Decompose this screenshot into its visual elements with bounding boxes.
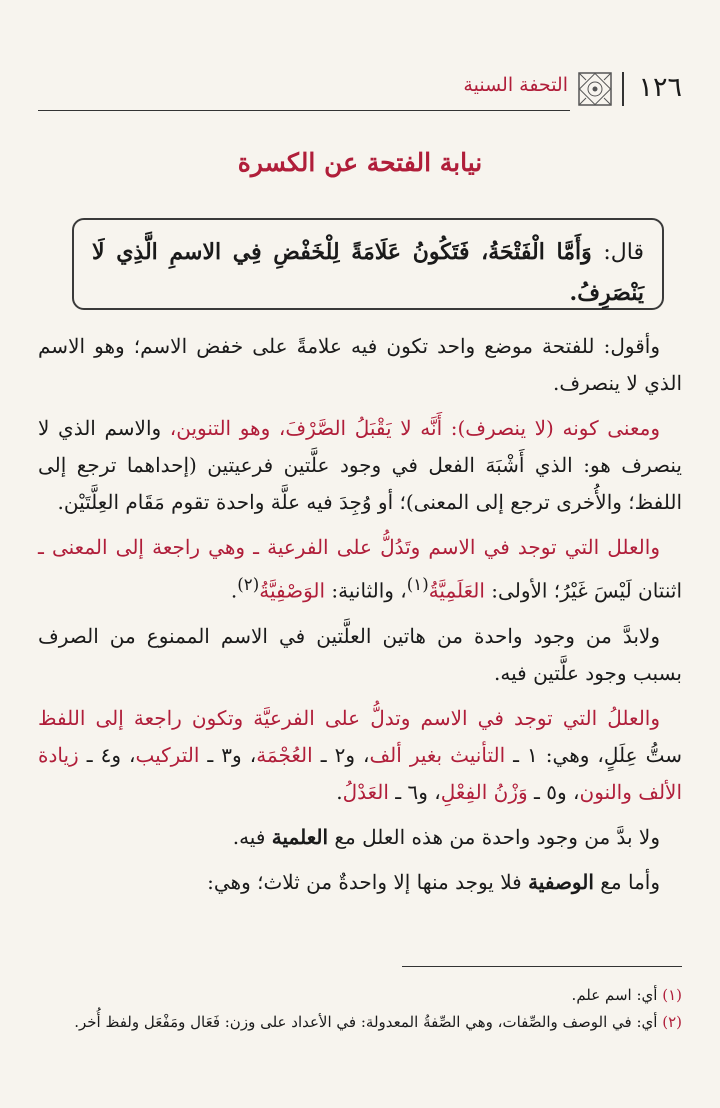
term-tarkib: التركيب	[135, 742, 200, 767]
footnote-ref-1[interactable]: (١)	[406, 575, 429, 594]
footnote-ref-2[interactable]: (٢)	[237, 575, 260, 594]
quote-label: قال:	[603, 240, 644, 265]
footnote-1-text: أي: اسم علم.	[571, 986, 658, 1004]
paragraph-4	[38, 618, 682, 692]
paragraph-3-highlight: والعلل التي توجد في الاسم وتَدُلُّ على الفرعية ـ وهي راجعة إلى المعنى ـ	[38, 535, 660, 559]
paragraph-5-text-a: ستُّ عِلَلٍ، وهي: ١ ـ	[505, 742, 683, 767]
term-wazn: وَزْنُ الفِعْلِ	[440, 779, 528, 804]
term-alamiyya: العَلَمِيَّةُ	[428, 578, 485, 603]
paragraph-3	[38, 529, 682, 610]
page-number: ١٢٦	[638, 72, 682, 103]
footnote-1	[38, 982, 682, 1009]
term-wasfiyya: الوَصْفِيَّةُ	[259, 578, 326, 603]
ornament-icon	[576, 70, 614, 108]
sep-2: ، و٣ ـ	[199, 742, 257, 767]
term-ziyada: زيادة الألف والنون	[38, 742, 682, 804]
paragraph-3-text-a: اثنتان لَيْسَ غَيْرُ؛ الأولى:	[484, 578, 682, 603]
footnotes	[38, 982, 682, 1036]
footnote-rule	[402, 966, 682, 967]
paragraph-3-text-b: ، والثانية:	[325, 578, 407, 603]
paragraph-4-text: ولابدَّ من وجود واحدة من هاتين العلَّتين في الاسم الممنوع من الصرف بسبب وجود علَّتين فيه.	[38, 623, 682, 685]
sep-1: ، و٢ ـ	[312, 742, 370, 767]
paragraph-1	[38, 328, 682, 402]
paragraph-1-text: وأقول: للفتحة موضع واحد تكون فيه علامةً على خفض الاسم؛ وهو الاسم الذي لا ينصرف.	[38, 334, 682, 395]
footnote-2-number: (٢)	[662, 1013, 682, 1031]
paragraph-6	[38, 819, 682, 856]
paragraph-5	[38, 700, 682, 811]
term-alamiyya-bold: العلمية	[271, 824, 329, 849]
term-wasfiyya-bold: الوصفية	[528, 869, 594, 894]
section-title: نيابة الفتحة عن الكسرة	[237, 148, 483, 177]
paragraph-2-highlight: ومعنى كونه (لا ينصرف): أَنَّه لا يَقْبَلُ الصَّرْفَ، وهو التنوين،	[169, 416, 660, 440]
paragraph-2	[38, 410, 682, 521]
body-text	[38, 328, 682, 909]
paragraph-5-end: .	[336, 779, 343, 804]
paragraph-6-text-a: ولا بدَّ من وجود واحدة من هذه العلل مع	[328, 824, 660, 849]
paragraph-6-text-b: فيه.	[232, 824, 272, 849]
term-ujma: العُجْمَة	[256, 742, 313, 767]
sep-4: ، و٥ ـ	[527, 779, 580, 804]
paragraph-2-text: والاسم الذي لا ينصرف هو: الذي أَشْبَهَ الفعل في وجود علَّتين فرعيتين (إحداهما ترجع إلى اللفظ؛ والأُخرى ترجع إلى المعنى)؛ أو وُجِدَ فيه علَّة واحدة تقوم مَقَام العِلَّتَيْن.	[38, 416, 682, 514]
quote-box	[72, 218, 664, 310]
header-divider	[622, 72, 624, 106]
term-tanith: التأنيث بغير ألف	[369, 742, 506, 767]
sep-3: ، و٤ ـ	[78, 742, 136, 767]
footnote-2-text: أي: في الوصف والصِّفات، وهي الصِّفةُ المعدولة: في الأعداد على وزن: فَعَال ومَفْعَل ولفظ أُخر.	[74, 1013, 658, 1031]
paragraph-7-text-b: فلا يوجد منها إلا واحدةٌ من ثلاث؛ وهي:	[207, 869, 529, 894]
footnote-2	[38, 1009, 682, 1036]
header-rule	[38, 110, 570, 111]
paragraph-7-text-a: وأما مع	[593, 869, 660, 894]
paragraph-5-highlight: والعللُ التي توجد في الاسم وتدلُّ على الفرعيَّة وتكون راجعة إلى اللفظ	[38, 705, 660, 730]
paragraph-7	[38, 864, 682, 901]
paragraph-3-end: .	[230, 578, 238, 603]
sep-5: ، و٦ ـ	[388, 779, 441, 804]
term-adl: العَدْلُ	[342, 779, 389, 804]
page-header	[38, 70, 682, 114]
quote-text: وَأَمَّا الْفَتْحَةُ، فَتَكُونُ عَلَامَةً لِلْخَفْضِ فِي الاسمِ الَّذِي لَا يَنْصَرِفُ.	[92, 239, 644, 306]
book-title: التحفة السنية	[463, 74, 568, 96]
footnote-1-number: (١)	[662, 986, 682, 1004]
